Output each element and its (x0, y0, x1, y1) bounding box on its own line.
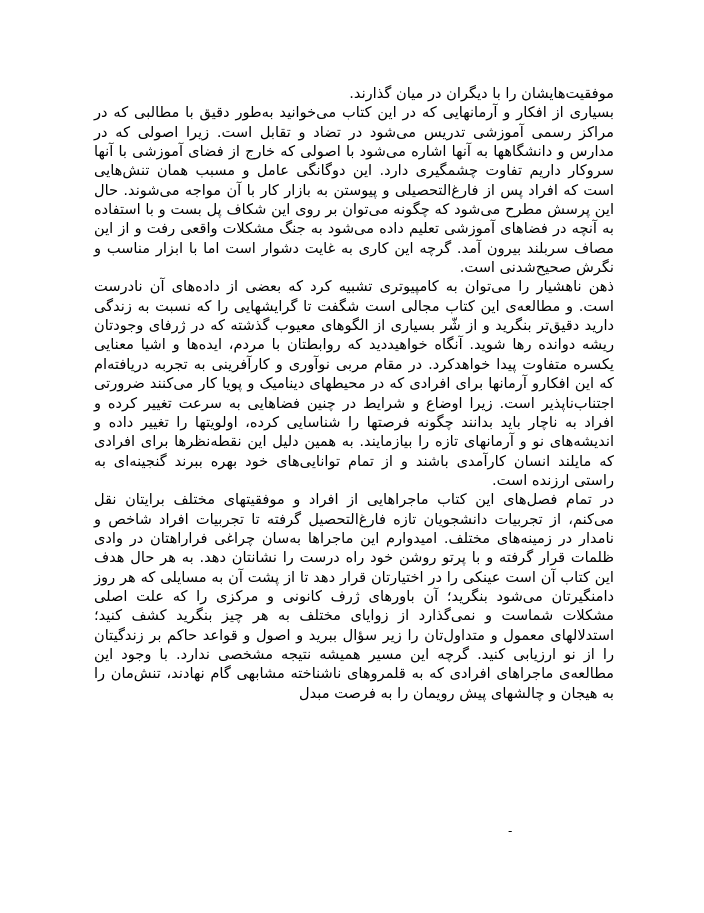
paragraph-1: موفقیت‌هایشان را با دیگران در میان گذارند. (349, 85, 614, 102)
paragraph-2: بسیاری از افکار و آرمانهایی که در این کتاب می‌خوانید به‌طور دقیق با مطالبی که در مراکز رسمی آموزشی تدریس می‌شود در تضاد و تقابل است. زیرا اصولی که در مدارس و دانشگاهها به آنها اشاره می‌شود با اصولی که خارج از فضای آموزشی با آنها سروکار داریم تفاوت چشمگیری دارد. این دوگانگی عامل و مسبب همان تنش‌هایی است که افراد پس از فارغ‌التحصیلی و پیوستن به بازار کار با آن مواجه می‌شوند. حال این پرسش مطرح می‌شود که چگونه می‌توان بر روی این شکاف پل بست و با استفاده به آنچه در فضاهای آموزشی تعلیم داده می‌شود به جنگ مشکلات واقعی رفت و از این مصاف سربلند بیرون آمد. گرچه این کاری به غایت دشوار است اما با ابزار مناسب و نگرش صحیح‌شدنی است. (94, 104, 614, 277)
footer-mark: - (508, 824, 513, 838)
paragraph-3: ذهن ناهشیار را می‌توان به کامپیوتری تشبیه کرد که بعضی از داده‌های آن نادرست است. و مطالعه‌ی این کتاب مجالی است شگفت تا گرایشهایی را که نسبت به زندگی دارید دقیق‌تر بنگرید و از شّر بسیاری از الگوهای معیوب گذشته که در ژرفای وجودتان ریشه دوانده رها شوید. آنگاه خواهیددید که روابطتان با مردم، ایده‌ها و اشیا معنایی یکسره متفاوت پیدا خواهدکرد. در مقام مربی نوآوری و کارآفرینی به تجربه دریافته‌ام که این افکارو آرمانها برای افرادی که در محیطهای دینامیک و پویا کار می‌کنند ضرورتی اجتناب‌ناپذیر است. زیرا اوضاع و شرایط در چنین فضاهایی به سرعت تغییر کرده و افراد به ناچار باید بدانند چگونه فرصتها را شناسایی کرده، اولویتها را تغییر داده و اندیشه‌های نو و آرمانهای تازه را بیازمایند. به همین دلیل این نقطه‌نظرها برای افرادی که مایلند انسان کارآمدی باشند و از تمام توانایی‌های خود بهره ببرند گنجینه‌ای به راستی ارزنده است. (94, 278, 614, 489)
body-text (94, 84, 614, 703)
paragraph-4: در تمام فصل‌های این کتاب ماجراهایی از افراد و موفقیتهای مختلف برایتان نقل می‌کنم، از تجربیات دانشجویان تازه فارغ‌التحصیل گرفته تا تجربیات افراد شاخص و نامدار در زمینه‌های مختلف. امیدوارم این ماجراها به‌سان چراغی فراراهتان در وادی ظلمات قرار گرفته و با پرتو روشن خود راه درست را نشانتان دهد. به هر حال هدف این کتاب آن است عینکی را در اختیارتان قرار دهد تا از پشت آن به مسایلی که هر روز دامنگیرتان می‌شود بنگرید؛ آن باورهای ژرف کانونی و مرکزی را که علت اصلی مشکلات شماست و نمی‌گذارد از زوایای مختلف به هر چیز بنگرید کشف کنید؛ استدلالهای معمول و متداول‌تان را زیر سؤال ببرید و اصول و قواعد حاکم بر زندگیتان را از نو ارزیابی کنید. گرچه این مسیر همیشه نتیجه مشخصی ندارد. با وجود این مطالعه‌ی ماجراهای افرادی که به قلمروهای ناشناخته مشابهی گام نهادند، تنش‌مان را به هیجان و چالشهای پیش رویمان را به فرصت مبدل (94, 491, 614, 702)
